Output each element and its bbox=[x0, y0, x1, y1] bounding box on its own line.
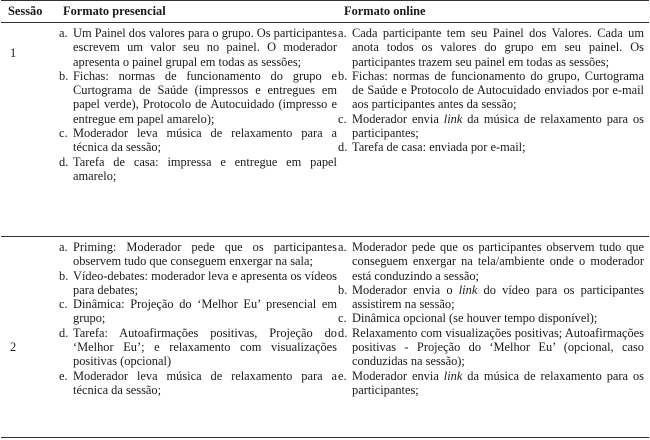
row1-presencial-cell bbox=[59, 26, 337, 183]
row2-online-cell bbox=[338, 240, 644, 397]
bottom-rule bbox=[1, 437, 649, 438]
list-item: a. Moderador pede que os participantes observem tudo que conseguem enxergar na tela/ambiente onde o moderador está conduzindo a sessão; bbox=[338, 240, 644, 283]
header-online: Formato online bbox=[344, 4, 426, 18]
list-item: b. Fichas: normas de funcionamento do grupo e Curtograma de Saúde (impressos e entregues em papel verde), Protocolo de Autocuidado (impresso e entregue em papel amarelo); bbox=[59, 68, 337, 126]
list-item: b. Moderador envia o link do vídeo para os participantes assistirem na sessão; bbox=[338, 282, 644, 312]
header-rule bbox=[1, 22, 649, 23]
list-item: b. Fichas: normas de funcionamento do grupo, Curtograma de Saúde e Protocolo de Autocuidado enviados por e-mail aos participantes antes da sessão; bbox=[338, 68, 644, 112]
header-session: Sessão bbox=[8, 4, 43, 18]
row-divider bbox=[1, 236, 649, 237]
list-item: c. Dinâmica opcional (se houver tempo disponível); bbox=[338, 311, 598, 326]
list-item: c. Dinâmica: Projeção do ‘Melhor Eu’ presencial em grupo; bbox=[59, 297, 337, 326]
list-item: d. Tarefa de casa: enviada por e-mail; bbox=[338, 140, 526, 155]
session-number: 1 bbox=[10, 46, 17, 60]
list-item: b. Vídeo-debates: moderador leva e apresenta os vídeos para debates; bbox=[59, 268, 337, 297]
list-item: a. Priming: Moderador pede que os participantes observem tudo que conseguem enxergar na sala; bbox=[59, 240, 337, 269]
session-number: 2 bbox=[10, 340, 17, 354]
list-item: c. Moderador leva música de relaxamento para a técnica da sessão; bbox=[59, 126, 337, 155]
list-item: d. Tarefa de casa: impressa e entregue em papel amarelo; bbox=[59, 154, 337, 183]
list-item: d. Relaxamento com visualizações positivas; Autoafirmações positivas - Projeção do ‘Melhor Eu’ (opcional, caso conduzidas na sessão); bbox=[338, 325, 644, 369]
top-rule bbox=[1, 0, 649, 1]
row1-online-cell bbox=[338, 26, 644, 155]
list-item: d. Tarefa: Autoafirmações positivas, Projeção do ‘Melhor Eu’; e relaxamento com visualizações positivas (opcional) bbox=[59, 325, 337, 369]
list-item: e. Moderador leva música de relaxamento para a técnica da sessão; bbox=[59, 368, 337, 397]
list-item: c. Moderador envia link da música de relaxamento para os participantes; bbox=[338, 111, 644, 141]
list-item: a. Cada participante tem seu Painel dos Valores. Cada um anota todos os valores do grupo em seu painel. Os participantes trazem seu painel em todas as sessões; bbox=[338, 26, 644, 69]
header-presencial: Formato presencial bbox=[63, 4, 166, 18]
list-item: a. Um Painel dos valores para o grupo. Os participantes escrevem um valor seu no painel. O moderador apresenta o painel grupal em todas as sessões; bbox=[59, 26, 337, 69]
row2-presencial-cell bbox=[59, 240, 337, 397]
list-item: e. Moderador envia link da música de relaxamento para os participantes; bbox=[338, 368, 644, 397]
